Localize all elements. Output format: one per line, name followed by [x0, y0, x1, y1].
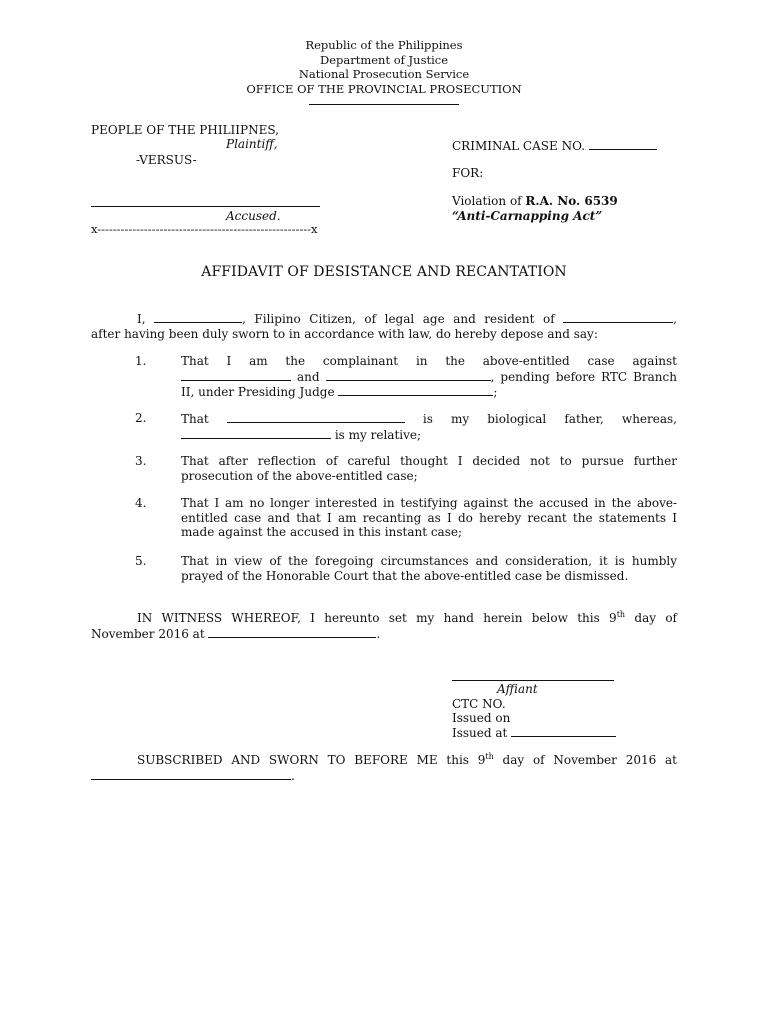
violation-name: “Anti-Carnapping Act” — [452, 209, 603, 223]
issued-on-label: Issued on — [452, 711, 511, 725]
item-4-line-1: That I am no longer interested in testifying against the accused in the above- — [181, 496, 677, 510]
header-republic: Republic of the Philippines — [305, 38, 463, 52]
accused-role: Accused. — [226, 209, 281, 223]
versus-label: -VERSUS- — [136, 153, 197, 167]
witness-paragraph — [91, 611, 677, 641]
witness-place-blank — [208, 626, 376, 638]
criminal-case-no — [452, 138, 657, 153]
issued-at-blank — [511, 725, 616, 737]
item-1-line-1: That I am the complainant in the above-entitled case against — [181, 354, 677, 368]
jurat-text: SUBSCRIBED AND SWORN TO BEFORE ME this 9 — [137, 753, 486, 767]
header-office: OFFICE OF THE PROVINCIAL PROSECUTION — [246, 81, 522, 96]
item-body — [181, 354, 677, 400]
intro-citizen-text: , Filipino Citizen, of legal age and resident of — [242, 312, 555, 326]
item-number: 1. — [135, 354, 147, 368]
intro-i: I, — [137, 312, 146, 326]
item-body — [181, 454, 677, 483]
jurat-line-1 — [91, 753, 677, 768]
witness-period: . — [376, 626, 381, 641]
item-5-line-2: prayed of the Honorable Court that the above-entitled case be dismissed. — [181, 568, 629, 583]
jurat-paragraph — [91, 753, 677, 783]
judge-blank — [338, 384, 493, 396]
witness-line-2 — [91, 626, 677, 642]
header-underline — [309, 104, 459, 105]
issued-at-label: Issued at — [452, 726, 508, 740]
item-1-semicolon: ; — [493, 385, 498, 399]
issued-at-row — [452, 725, 616, 740]
jurat-line-2 — [91, 768, 677, 784]
violation-law: R.A. No. 6539 — [525, 194, 618, 208]
item-2-father-text: is my biological father, whereas, — [422, 412, 677, 426]
violation-line — [452, 194, 618, 208]
accused-blank — [181, 369, 291, 381]
document-title: AFFIDAVIT OF DESISTANCE AND RECANTATION — [201, 264, 567, 280]
intro-line-1 — [91, 311, 677, 327]
item-number: 4. — [135, 496, 147, 510]
witness-date: November 2016 at — [91, 626, 205, 641]
item-4-line-3: made against the accused in this instant case; — [181, 525, 463, 539]
accused-name-line — [91, 206, 320, 207]
plaintiff-role: Plaintiff, — [226, 137, 278, 151]
intro-line-2: after having been duly sworn to in accordance with law, do hereby depose and say: — [91, 326, 598, 341]
jurat-place-blank — [91, 768, 291, 780]
witness-text: IN WITNESS WHEREOF, I hereunto set my hand herein below this 9 — [137, 611, 617, 625]
document-header — [0, 38, 768, 96]
witness-ordinal: th — [616, 610, 626, 619]
item-2-line-1 — [181, 411, 677, 427]
header-service: National Prosecution Service — [298, 67, 470, 81]
intro-paragraph — [91, 311, 677, 341]
item-2-line-2 — [181, 427, 677, 443]
item-body — [181, 496, 677, 540]
item-1-line-2 — [181, 369, 677, 385]
item-number: 5. — [135, 554, 147, 568]
item-5-line-1: That in view of the foregoing circumstances and consideration, it is humbly — [181, 554, 677, 568]
case-no-blank — [589, 138, 657, 150]
violation-prefix: Violation of — [452, 194, 526, 208]
item-body — [181, 411, 677, 442]
intro-comma: , — [673, 312, 677, 326]
affiant-label: Affiant — [497, 682, 538, 696]
witness-day-of: day of — [625, 611, 677, 625]
co-accused-blank — [326, 369, 491, 381]
caption-divider: x-------------------------------------------------------x — [91, 222, 318, 236]
item-2-that: That — [181, 412, 209, 426]
witness-line-1 — [91, 611, 677, 626]
for-label: FOR: — [452, 166, 484, 180]
item-3-line-1: That after reflection of careful thought I decided not to pursue further — [181, 454, 677, 468]
item-1-pending: , pending before RTC Branch — [490, 369, 677, 384]
affiant-name-blank — [154, 311, 242, 323]
ctc-no-label: CTC NO. — [452, 697, 506, 711]
item-1-and: and — [297, 369, 320, 384]
item-number: 3. — [135, 454, 147, 468]
item-number: 2. — [135, 411, 147, 425]
item-4-line-2: entitled case and that I am recanting as I do hereby recant the statements I — [181, 510, 677, 525]
residence-blank — [563, 311, 673, 323]
item-1-line-3 — [181, 384, 677, 400]
relative-blank — [181, 427, 331, 439]
jurat-date: day of November 2016 at — [493, 753, 677, 767]
header-department: Department of Justice — [319, 52, 449, 67]
jurat-period: . — [291, 768, 295, 783]
item-1-judge-label: II, under Presiding Judge — [181, 385, 335, 399]
plaintiff-name: PEOPLE OF THE PHILIIPNES, — [91, 123, 279, 137]
jurat-ordinal: th — [485, 752, 494, 761]
case-no-label: CRIMINAL CASE NO. — [452, 139, 586, 153]
affiant-signature-line — [452, 680, 614, 681]
item-2-relative-text: is my relative; — [334, 427, 422, 442]
item-body — [181, 554, 677, 583]
father-blank — [227, 411, 405, 423]
item-3-line-2: prosecution of the above-entitled case; — [181, 468, 418, 483]
